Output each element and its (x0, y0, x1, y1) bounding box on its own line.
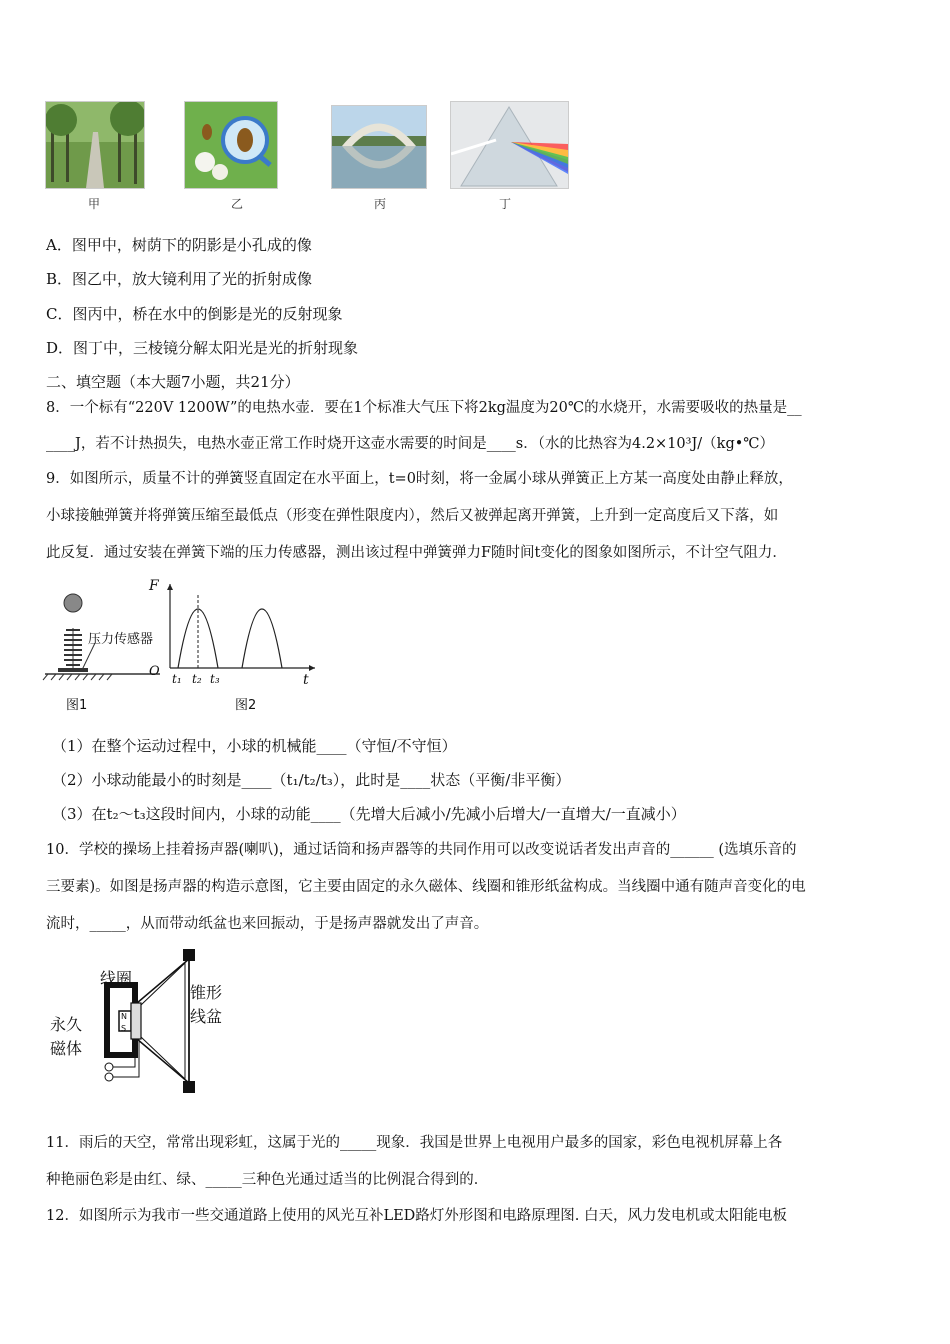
q9-t1: t₁ (172, 672, 182, 686)
figure-yi-magnifier-bee (184, 101, 278, 189)
q10-label-coil: 线圈 (100, 969, 133, 988)
figure-ding-prism (450, 101, 569, 189)
q9-t2: t₂ (192, 672, 202, 686)
q10-label-cone-1: 锥形 (190, 983, 223, 1002)
q9-line1: 9．如图所示，质量不计的弹簧竖直固定在水平面上，t=0时刻，将一金属小球从弹簧正上方某一高度处由静止释放， (46, 471, 793, 487)
section-heading: 二、填空题（本大题7小题，共21分） (46, 373, 300, 391)
q9-t3: t₃ (210, 672, 220, 686)
q9-axis-t: t (303, 672, 309, 688)
q10-label-n: N (121, 1012, 127, 1021)
q11-line1: 11．雨后的天空，常常出现彩虹，这属于光的_____现象．我国是世界上电视用户最多的国家，彩色电视机屏幕上各 (46, 1135, 783, 1151)
q9-fig2-caption: 图2 (235, 698, 257, 713)
caption-jia: 甲 (88, 197, 101, 211)
q10-line3: 流时，_____，从而带动纸盆也来回振动，于是扬声器就发出了声音。 (46, 916, 489, 932)
q9-fig1-caption: 图1 (66, 698, 88, 713)
option-a: A．图甲中，树荫下的阴影是小孔成的像 (46, 236, 312, 254)
q9-figure2-graph (160, 580, 320, 680)
q9-sub3: （3）在t₂～t₃这段时间内，小球的动能____（先增大后减小/先减小后增大/一直增大/一直减小） (52, 805, 686, 823)
q8-line1: 8．一个标有“220V 1200W”的电热水壶．要在1个标准大气压下将2kg温度为20℃的水烧开，水需要吸收的热量是__ (46, 400, 802, 416)
q10-label-s: S (121, 1024, 127, 1033)
figure-jia-tree-path (45, 101, 145, 189)
q8-line2: ____J，若不计热损失，电热水壶正常工作时烧开这壶水需要的时间是____s．（水的比热容为4.2×10³J/（kg•℃） (46, 436, 775, 452)
option-b: B．图乙中，放大镜利用了光的折射成像 (46, 270, 313, 288)
q10-label-magnet-1: 永久 (50, 1015, 83, 1034)
q9-sensor-label: 压力传感器 (88, 632, 154, 647)
q9-line2: 小球接触弹簧并将弹簧压缩至最低点（形变在弹性限度内），然后又被弹起离开弹簧，上升到一定高度后又下落，如 (46, 508, 779, 524)
option-d: D．图丁中，三棱镜分解太阳光是光的折射现象 (46, 339, 359, 357)
q10-label-magnet-2: 磁体 (50, 1039, 83, 1058)
q9-sub1: （1）在整个运动过程中，小球的机械能____（守恒/不守恒） (52, 737, 457, 755)
caption-ding: 丁 (499, 197, 512, 211)
force-pulse-2 (242, 609, 282, 668)
q11-line2: 种艳丽色彩是由红、绿、_____三种色光通过适当的比例混合得到的． (46, 1172, 489, 1188)
q10-line1: 10．学校的操场上挂着扬声器(喇叭)，通过话筒和扬声器等的共同作用可以改变说话者发出声音的______ (选填乐音的 (46, 842, 797, 858)
figure-bing-arch-bridge (331, 105, 427, 189)
q12-line1: 12．如图所示为我市一些交通道路上使用的风光互补LED路灯外形图和电路原理图. 白天，风力发电机或太阳能电板 (46, 1208, 788, 1224)
q10-label-cone-2: 线盆 (190, 1007, 223, 1026)
q9-line3: 此反复．通过安装在弹簧下端的压力传感器，测出该过程中弹簧弹力F随时间t变化的图象如图所示，不计空气阻力． (46, 545, 787, 561)
option-c: C．图丙中，桥在水中的倒影是光的反射现象 (46, 305, 343, 323)
caption-bing: 丙 (374, 197, 387, 211)
q9-sub2: （2）小球动能最小的时刻是____（t₁/t₂/t₃），此时是____状态（平衡/非平衡） (52, 771, 571, 789)
caption-yi: 乙 (231, 197, 244, 211)
q10-line2: 三要素)。如图是扬声器的构造示意图，它主要由固定的永久磁体、线圈和锥形纸盆构成。当线圈中通有随声音变化的电 (46, 879, 806, 895)
q9-axis-f: F (149, 578, 159, 594)
q9-origin: O (149, 664, 160, 679)
